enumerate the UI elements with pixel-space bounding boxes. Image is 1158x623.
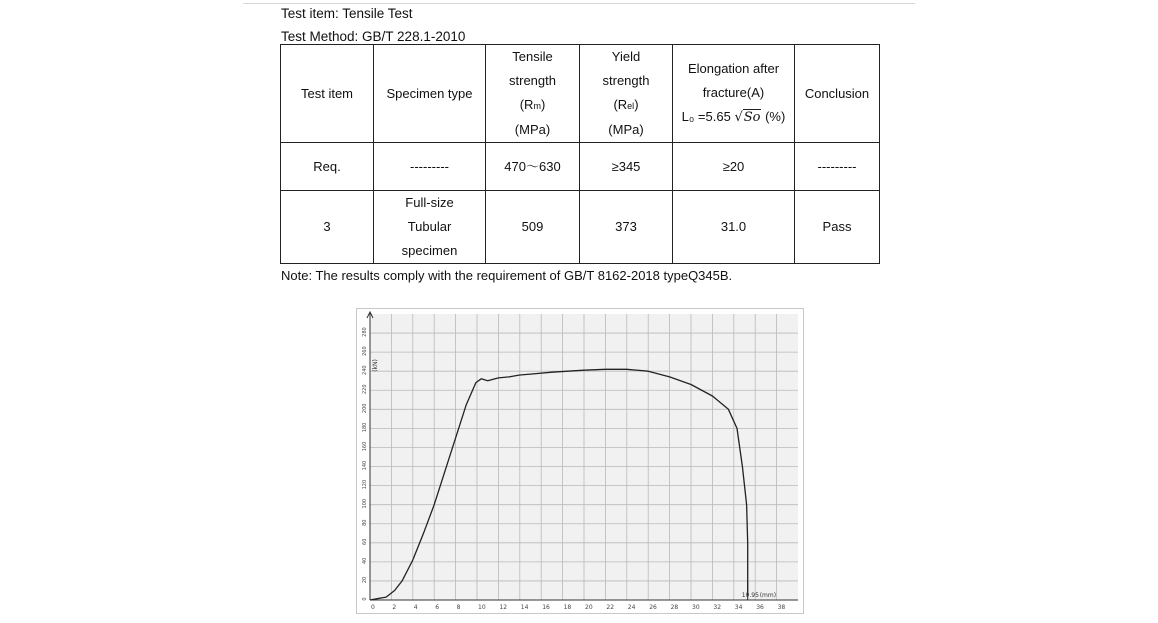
x-tick-label: 2 — [392, 604, 397, 611]
x-tick-label: 36 — [756, 604, 764, 611]
sqrt-symbol: √ — [734, 110, 743, 125]
result-specimen-type — [374, 191, 486, 264]
x-tick-label: 0 — [371, 604, 375, 611]
header-yield-symbol: (Rel) — [613, 97, 639, 112]
req-conclusion: --------- — [795, 143, 880, 191]
req-elongation: ≥20 — [673, 143, 795, 191]
x-tick-label: 30 — [692, 604, 700, 611]
y-tick-label: 280 — [362, 327, 368, 337]
specimen-line2: Tubular — [407, 219, 452, 234]
y-tick-label: 0 — [362, 597, 368, 601]
y-tick-label: 160 — [362, 441, 368, 452]
y-tick-label: 200 — [362, 403, 368, 414]
fracture-marker-label: 10.95 — [741, 592, 759, 599]
x-tick-label: 20 — [585, 604, 593, 611]
x-tick-label: 6 — [435, 604, 440, 611]
req-yield: ≥345 — [580, 143, 673, 191]
results-table — [280, 44, 880, 264]
header-tensile-line2: strength — [509, 73, 556, 88]
x-tick-label: 26 — [649, 604, 657, 611]
x-tick-label: 16 — [542, 604, 550, 611]
table-row-requirement — [281, 143, 880, 191]
sqrt-radicand: So — [743, 110, 761, 125]
header-conclusion: Conclusion — [795, 45, 880, 143]
formula-lhs: L₀ =5.65 — [681, 109, 731, 124]
header-yield-line2: strength — [602, 73, 650, 88]
result-test-item: 3 — [281, 191, 374, 264]
y-tick-label: 20 — [362, 576, 368, 584]
header-yield-line1: Yield — [611, 49, 641, 64]
y-tick-label: 240 — [362, 365, 368, 375]
x-tick-label: 22 — [606, 604, 615, 611]
table-header-row — [281, 45, 880, 143]
y-tick-label: 80 — [362, 519, 368, 526]
y-tick-label: 100 — [362, 498, 368, 509]
y-tick-label: 140 — [362, 460, 368, 471]
result-yield: 373 — [580, 191, 673, 264]
y-axis-label: (kN) — [372, 359, 379, 372]
test-item-line: Test item: Tensile Test — [281, 6, 413, 21]
header-elongation — [673, 45, 795, 143]
result-tensile: 509 — [486, 191, 580, 264]
req-specimen-type: --------- — [374, 143, 486, 191]
y-tick-label: 220 — [362, 384, 368, 395]
header-elongation-line2: fracture(A) — [702, 85, 765, 100]
x-tick-label: 10 — [478, 604, 486, 611]
tensile-curve-chart — [356, 308, 804, 614]
header-elongation-formula — [673, 105, 794, 130]
result-elongation: 31.0 — [673, 191, 795, 264]
header-test-item: Test item — [281, 45, 374, 143]
note-text: Note: The results comply with the requirement of GB/T 8162-2018 typeQ345B. — [281, 268, 733, 283]
x-tick-label: 32 — [713, 604, 722, 611]
formula-unit: (%) — [765, 109, 786, 124]
header-tensile-symbol: (Rm) — [519, 97, 546, 112]
result-conclusion: Pass — [795, 191, 880, 264]
header-yield-unit: (MPa) — [608, 122, 644, 137]
req-tensile: 470～630 — [486, 143, 580, 191]
top-divider — [243, 3, 915, 4]
req-test-item: Req. — [281, 143, 374, 191]
x-tick-label: 28 — [670, 604, 679, 611]
header-tensile-strength — [486, 45, 580, 143]
x-tick-label: 4 — [413, 604, 418, 611]
specimen-line3: specimen — [401, 243, 458, 258]
x-axis-label: (mm) — [759, 592, 777, 599]
y-tick-label: 40 — [362, 557, 368, 565]
specimen-line1: Full-size — [405, 195, 454, 210]
x-tick-label: 24 — [627, 604, 636, 611]
x-tick-label: 8 — [456, 604, 461, 611]
header-elongation-line1: Elongation after — [687, 61, 780, 76]
header-yield-symbol-subscript: el — [627, 101, 635, 111]
table-row-result — [281, 191, 880, 264]
x-tick-label: 38 — [777, 604, 786, 611]
y-tick-label: 260 — [362, 346, 368, 356]
x-tick-label: 18 — [563, 604, 572, 611]
y-tick-label: 180 — [362, 422, 368, 433]
x-tick-label: 12 — [499, 604, 508, 611]
y-tick-label: 60 — [362, 538, 368, 545]
header-yield-strength — [580, 45, 673, 143]
header-specimen-type: Specimen type — [374, 45, 486, 143]
x-tick-label: 14 — [520, 604, 529, 611]
header-tensile-line1: Tensile — [512, 49, 553, 64]
test-method-line: Test Method: GB/T 228.1-2010 — [281, 29, 466, 44]
header-tensile-symbol-subscript: m — [533, 101, 541, 111]
grid-lines — [370, 314, 798, 600]
sqrt-expression — [734, 109, 761, 125]
x-tick-label: 34 — [734, 604, 743, 611]
y-tick-label: 120 — [362, 479, 368, 490]
header-tensile-unit: (MPa) — [514, 122, 551, 137]
